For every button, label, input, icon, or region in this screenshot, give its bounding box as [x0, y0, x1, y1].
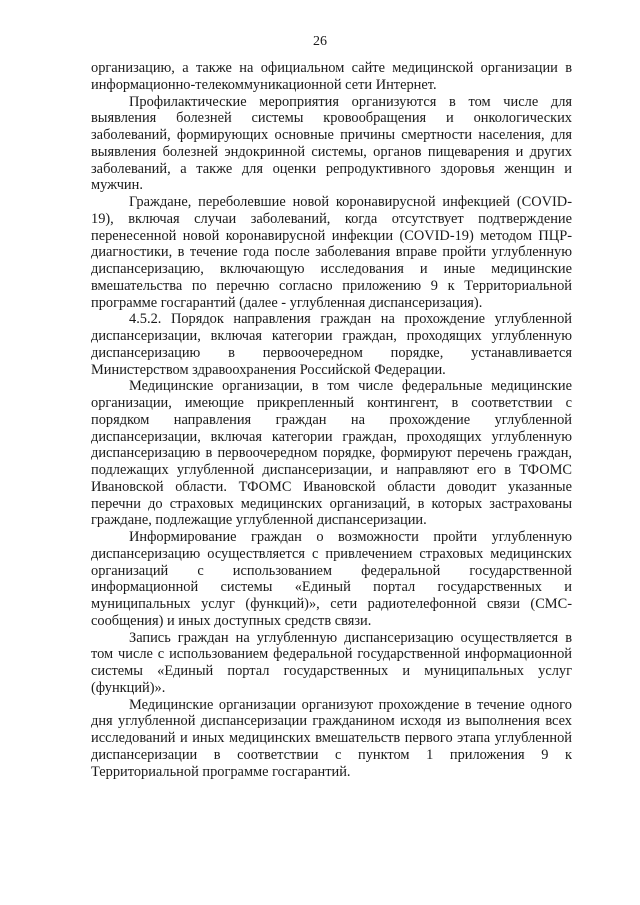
paragraph-7: Запись граждан на углубленную диспансеризацию осуществляется в том числе с использованием федеральной государственной информационной системы «Единый портал государственных и муниципальных услуг (функций)».: [91, 629, 572, 696]
paragraph-1: организацию, а также на официальном сайте медицинской организации в информационно-телекоммуникационной сети Интернет.: [91, 60, 572, 93]
paragraph-5: Медицинские организации, в том числе федеральные медицинские организации, имеющие прикрепленный контингент, в соответствии с порядком направления граждан на прохождение углубленной диспансеризации, включая категории граждан, проходящих углубленную диспансеризацию в первоочередном порядке, формируют перечень граждан, подлежащих углубленной диспансеризации, и направляют его в ТФОМС Ивановской области. ТФОМС Ивановской области доводит указанные перечни до страховых медицинских организаций, в которых застрахованы граждане, подлежащие углубленной диспансеризации.: [91, 378, 572, 529]
paragraph-6: Информирование граждан о возможности пройти углубленную диспансеризацию осуществляется с привлечением страховых медицинских организаций с использованием федеральной государственной информационной системы «Единый портал государственных и муниципальных услуг (функций)», сети радиотелефонной связи (СМС-сообщения) и иных доступных средств связи.: [91, 529, 572, 629]
paragraph-4: 4.5.2. Порядок направления граждан на прохождение углубленной диспансеризации, включая категории граждан, проходящих углубленную диспансеризацию в первоочередном порядке, устанавливается Министерством здравоохранения Российской Федерации.: [91, 311, 572, 378]
page-number: 26: [313, 34, 327, 49]
paragraph-8: Медицинские организации организуют прохождение в течение одного дня углубленной диспансеризации гражданином исходя из выполнения всех исследований и иных медицинских вмешательств первого этапа углубленной диспансеризации в соответствии с пунктом 1 приложения 9 к Территориальной программе госгарантий.: [91, 696, 572, 780]
paragraph-3: Граждане, переболевшие новой коронавирусной инфекцией (COVID-19), включая случаи заболеваний, когда отсутствует подтверждение перенесенной новой коронавирусной инфекции (COVID-19) методом ПЦР-диагностики, в течение года после заболевания вправе пройти углубленную диспансеризацию, включающую исследования и иные медицинские вмешательства по перечню согласно приложению 9 к Территориальной программе госгарантий (далее - углубленная диспансеризация).: [91, 194, 572, 311]
document-body: [91, 60, 572, 780]
paragraph-2: Профилактические мероприятия организуются в том числе для выявления болезней системы кровообращения и онкологических заболеваний, формирующих основные причины смертности населения, для выявления болезней эндокринной системы, органов пищеварения и других заболеваний, а также для оценки репродуктивного здоровья женщин и мужчин.: [91, 93, 572, 194]
